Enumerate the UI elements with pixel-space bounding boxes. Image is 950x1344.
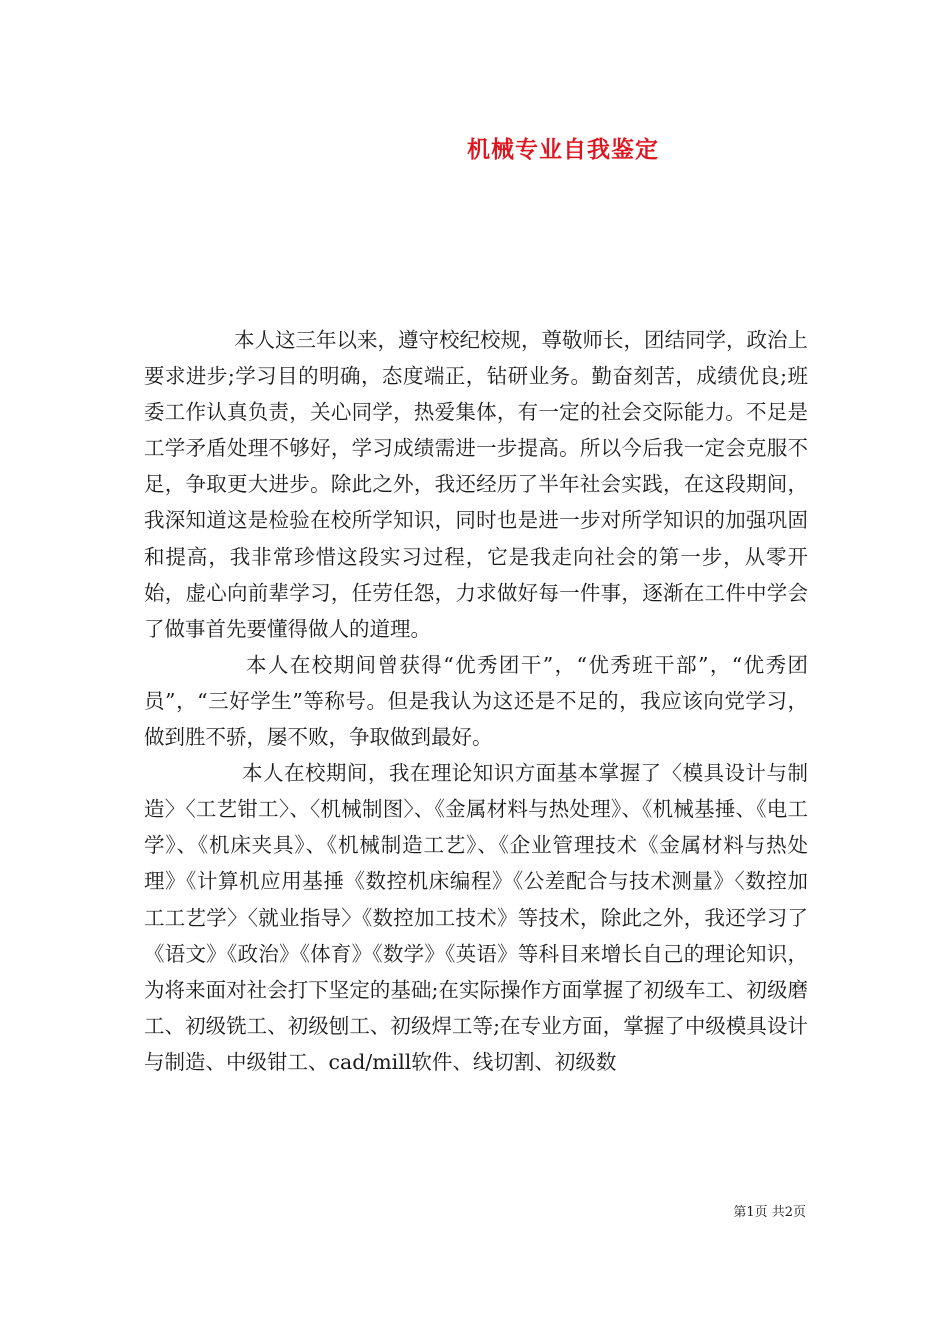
paragraph-self-assessment: 本人这三年以来，遵守校纪校规，尊敬师长，团结同学，政治上要求进步;学习目的明确，态度端正，钻研业务。勤奋刻苦，成绩优良;班委工作认真负责，关心同学，热爱集体，有一定的社会交际能力。不足是工学矛盾处理不够好，学习成绩需进一步提高。所以今后我一定会克服不足，争取更大进步。除此之外，我还经历了半年社会实践，在这段期间，我深知道这是检验在校所学知识，同时也是进一步对所学知识的加强巩固和提高，我非常珍惜这段实习过程，它是我走向社会的第一步，从零开始，虚心向前辈学习，任劳任怨，力求做好每一件事，逐渐在工件中学会了做事首先要懂得做人的道理。: [144, 328, 808, 641]
document-body: [144, 322, 808, 1080]
page-number-footer: 第1页 共2页: [733, 1205, 806, 1220]
paragraph-courses: 本人在校期间，我在理论知识方面基本掌握了〈模具设计与制造〉〈工艺钳工〉、〈机械制图〉、《金属材料与热处理》、《机械基捶、《电工学》、《机床夹具》、《机械制造工艺》、《企业管理技术《金属材料与热处理》《计算机应用基捶《数控机床编程》《公差配合与技术测量》〈数控加工工艺学〉〈就业指导〉《数控加工技术》等技术，除此之外，我还学习了《语文》《政治》《体育》《数学》《英语》等科目来增长自己的理论知识，为将来面对社会打下坚定的基础;在实际操作方面掌握了初级车工、初级磨工、初级铣工、初级刨工、初级焊工等;在专业方面，掌握了中级模具设计与制造、中级钳工、cad/mill软件、线切割、初级数: [144, 761, 808, 1074]
document-title: 机械专业自我鉴定: [467, 136, 659, 163]
paragraph-honors: 本人在校期间曾获得“优秀团干”，“优秀班干部”，“优秀团员”，“三好学生”等称号。但是我认为这还是不足的，我应该向党学习，做到胜不骄，屡不败，争取做到最好。: [144, 652, 808, 750]
